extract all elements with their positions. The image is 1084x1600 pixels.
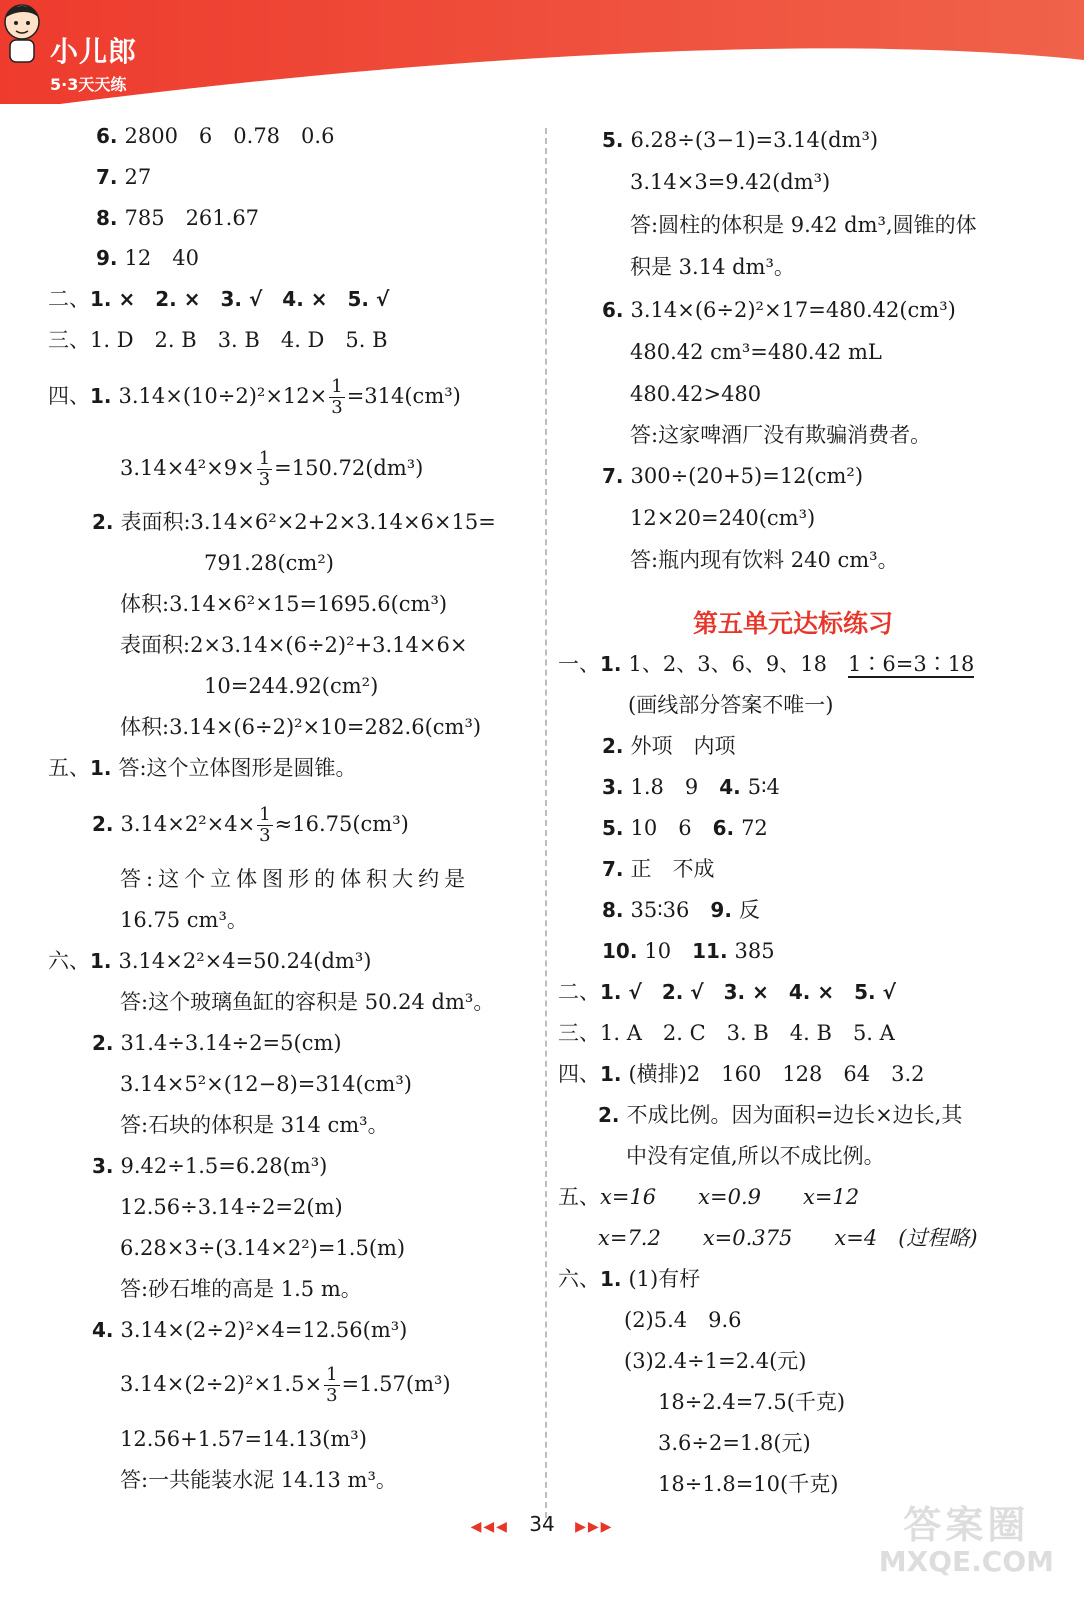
item-number: 1. xyxy=(600,1267,629,1291)
formula-text: 18÷1.8=10(千克) xyxy=(658,1472,839,1496)
answer-text: 答:一共能装水泥 14.13 m³。 xyxy=(120,1468,397,1492)
denominator: 3 xyxy=(259,825,271,846)
item-number: 8. xyxy=(602,898,631,922)
formula-text: 体积:3.14×(6÷2)²×10=282.6(cm³) xyxy=(120,715,482,739)
unit-title: 第五单元达标练习 xyxy=(692,609,893,638)
item-number: 1. xyxy=(90,949,119,973)
answer-line xyxy=(626,1140,885,1172)
answer-text: 反 xyxy=(738,898,760,922)
numerator: 1 xyxy=(331,376,343,397)
answer-line xyxy=(120,1273,362,1305)
page-number: 34 xyxy=(529,1512,555,1536)
answer-line xyxy=(120,863,470,895)
answer-text: 不成比例。因为面积=边长×边长,其 xyxy=(626,1103,963,1127)
formula-line xyxy=(48,945,371,977)
formula-line xyxy=(658,1386,845,1418)
item-number: 3. xyxy=(92,1154,121,1178)
mascot-icon xyxy=(0,0,44,66)
brand-subtitle: 5·3天天练 xyxy=(50,75,127,94)
formula-text: 3.14×(2÷2)²×1.5× xyxy=(120,1372,323,1396)
note-text: (画线部分答案不唯一) xyxy=(628,693,834,717)
brand-name: 小儿郎 xyxy=(50,35,138,68)
item-number: 5. xyxy=(602,816,631,840)
answer-line xyxy=(120,1464,397,1496)
section-label: 四、 xyxy=(48,384,90,408)
denominator: 3 xyxy=(331,397,343,418)
header-banner xyxy=(0,0,1084,110)
answer-text: 答:石块的体积是 314 cm³。 xyxy=(120,1113,389,1137)
formula-line xyxy=(630,336,882,368)
answer-line xyxy=(602,853,714,885)
answer-line xyxy=(602,894,760,926)
item-number: 6. xyxy=(602,298,631,322)
item-number: 2. xyxy=(92,510,121,534)
watermark-url: MXQE.COM xyxy=(878,1545,1054,1579)
section-label: 五、 xyxy=(558,1185,600,1209)
fraction xyxy=(257,806,272,845)
answer-text: 2800 6 0.78 0.6 xyxy=(124,124,335,148)
formula-text: 3.6÷2=1.8(元) xyxy=(658,1431,811,1455)
formula-text: 3.14×(6÷2)²×17=480.42(cm³) xyxy=(630,298,956,322)
right-arrows-icon: ▶▶▶ xyxy=(575,1519,614,1535)
formula-text: 3.14×2²×4=50.24(dm³) xyxy=(118,949,372,973)
section-label: 二、 xyxy=(558,980,600,1004)
answer-text: 1.8 9 xyxy=(630,775,720,799)
item-number: 6. xyxy=(96,124,125,148)
formula-text: 10=244.92(cm²) xyxy=(204,674,379,698)
answer-line xyxy=(630,209,977,241)
formula-text: ≈16.75(cm³) xyxy=(274,812,409,836)
item-number: 2. xyxy=(92,812,121,836)
banner-shape xyxy=(0,0,1084,110)
formula-text: =150.72(dm³) xyxy=(274,456,424,480)
formula-text: 12.56+1.57=14.13(m³) xyxy=(120,1427,367,1451)
formula-line xyxy=(92,506,496,538)
formula-line xyxy=(602,294,956,326)
answer-text: 答:这家啤酒厂没有欺骗消费者。 xyxy=(630,423,932,447)
answer-line xyxy=(602,812,768,844)
section-line xyxy=(48,283,389,315)
section-label: 二、 xyxy=(48,287,90,311)
answer-text: 答:这个立体图形的体积大约是 xyxy=(120,867,471,891)
formula-text: 12.56÷3.14÷2=2(m) xyxy=(120,1195,343,1219)
formula-text: 12×20=240(cm³) xyxy=(630,506,816,530)
formula-line xyxy=(120,588,447,620)
formula-text: =1.57(m³) xyxy=(341,1372,451,1396)
item-number: 1. xyxy=(90,756,119,780)
formula-line xyxy=(120,1068,412,1100)
formula-text: 300÷(20+5)=12(cm²) xyxy=(630,464,864,488)
answer-line xyxy=(598,1099,962,1131)
formula-line xyxy=(48,368,461,424)
formula-text: 3.14×2²×4× xyxy=(120,812,256,836)
answer-text: 积是 3.14 dm³。 xyxy=(630,255,795,279)
item-number: 1. xyxy=(90,384,119,408)
item-number: 9. xyxy=(710,898,739,922)
formula-text: 3.14×4²×9× xyxy=(120,456,255,480)
answer-line xyxy=(96,120,334,152)
answer-line xyxy=(558,648,974,680)
answer-text: 1、2、3、6、9、18 xyxy=(628,652,849,676)
formula-line xyxy=(204,547,334,579)
formula-line xyxy=(658,1468,838,1500)
formula-line xyxy=(92,1150,327,1182)
formula-text: 9.42÷1.5=6.28(m³) xyxy=(120,1154,328,1178)
formula-line xyxy=(602,124,878,156)
answer-line xyxy=(624,1304,742,1336)
formula-line xyxy=(120,1356,451,1412)
denominator: 3 xyxy=(326,1385,338,1406)
answer-text: 正 不成 xyxy=(630,857,715,881)
item-number: 9. xyxy=(96,246,125,270)
item-number: 11. xyxy=(692,939,735,963)
answer-text: 1. √ 2. √ 3. × 4. × 5. √ xyxy=(600,980,896,1004)
left-arrows-icon: ◀◀◀ xyxy=(470,1519,509,1535)
answer-line xyxy=(630,544,899,576)
item-number: 8. xyxy=(96,206,125,230)
section-label: 五、 xyxy=(48,756,90,780)
answer-text: 16.75 cm³。 xyxy=(120,908,248,932)
section-label: 三、 xyxy=(558,1021,600,1045)
brand-logo xyxy=(50,30,137,95)
formula-text: 480.42>480 xyxy=(630,382,762,406)
equation-text: x=16 x=0.9 x=12 xyxy=(600,1185,860,1209)
item-number: 1. xyxy=(600,652,629,676)
answer-text: 答:砂石堆的高是 1.5 m。 xyxy=(120,1277,362,1301)
formula-line xyxy=(602,460,863,492)
formula-line xyxy=(658,1427,811,1459)
section-label: 六、 xyxy=(48,949,90,973)
numerator: 1 xyxy=(259,804,271,825)
answer-text: (2)5.4 9.6 xyxy=(624,1308,742,1332)
formula-line xyxy=(92,796,409,852)
item-number: 7. xyxy=(96,165,125,189)
formula-text: =314(cm³) xyxy=(346,384,461,408)
formula-text: 表面积:2×3.14×(6÷2)²+3.14×6× xyxy=(120,633,468,657)
answer-text: 外项 内项 xyxy=(630,734,736,758)
answer-text: 35∶36 xyxy=(630,898,711,922)
item-number: 2. xyxy=(602,734,631,758)
formula-line xyxy=(630,378,761,410)
answer-line xyxy=(120,986,494,1018)
fraction xyxy=(324,1366,339,1405)
formula-line xyxy=(120,440,423,496)
section-line xyxy=(48,324,388,356)
formula-text: 3.14×3=9.42(dm³) xyxy=(630,170,831,194)
section-label: 一、 xyxy=(558,652,600,676)
formula-text: 3.14×(2÷2)²×4=12.56(m³) xyxy=(120,1318,408,1342)
answer-line xyxy=(48,752,357,784)
section-line xyxy=(558,976,896,1008)
formula-line xyxy=(630,502,815,534)
section-line xyxy=(558,1017,895,1049)
formula-text: 6.28÷(3−1)=3.14(dm³) xyxy=(630,128,879,152)
answer-text: 12 40 xyxy=(124,246,199,270)
numerator: 1 xyxy=(326,1364,338,1385)
section-label: 四、 xyxy=(558,1062,600,1086)
item-number: 1. xyxy=(600,1062,629,1086)
formula-text: 791.28(cm²) xyxy=(204,551,334,575)
answer-text: 72 xyxy=(741,816,768,840)
answer-text: 答:圆柱的体积是 9.42 dm³,圆锥的体 xyxy=(630,213,977,237)
section-label: 六、 xyxy=(558,1267,600,1291)
answer-text: 答:这个玻璃鱼缸的容积是 50.24 dm³。 xyxy=(120,990,495,1014)
formula-text: 480.42 cm³=480.42 mL xyxy=(630,340,882,364)
answer-text: 10 xyxy=(644,939,693,963)
formula-text: 表面积:3.14×6²×2+2×3.14×6×15= xyxy=(120,510,496,534)
item-number: 2. xyxy=(92,1031,121,1055)
formula-line xyxy=(92,1314,407,1346)
answer-text: 中没有定值,所以不成比例。 xyxy=(626,1144,885,1168)
watermark-logo xyxy=(879,1505,1054,1578)
formula-text: 31.4÷3.14÷2=5(cm) xyxy=(120,1031,342,1055)
formula-line xyxy=(120,1232,405,1264)
answer-text: (1)有杍 xyxy=(628,1267,701,1291)
column-divider xyxy=(545,128,547,1518)
answer-text: 答:瓶内现有饮料 240 cm³。 xyxy=(630,548,899,572)
denominator: 3 xyxy=(258,469,271,490)
answer-line xyxy=(96,202,259,234)
answer-line xyxy=(558,1263,700,1295)
formula-text: 体积:3.14×6²×15=1695.6(cm³) xyxy=(120,592,448,616)
item-number: 7. xyxy=(602,857,631,881)
formula-line xyxy=(624,1345,806,1377)
answer-text: 385 xyxy=(734,939,775,963)
item-number: 4. xyxy=(92,1318,121,1342)
answer-text: 10 6 xyxy=(630,816,713,840)
item-number: 5. xyxy=(602,128,631,152)
formula-text: 6.28×3÷(3.14×2²)=1.5(m) xyxy=(120,1236,406,1260)
formula-line xyxy=(120,711,481,743)
answer-text: 5∶4 xyxy=(747,775,780,799)
answer-line xyxy=(630,251,795,283)
section-label: 三、 xyxy=(48,328,90,352)
item-number: 3. xyxy=(602,775,631,799)
item-number: 7. xyxy=(602,464,631,488)
formula-line xyxy=(120,629,467,661)
formula-line xyxy=(204,670,378,702)
answer-line xyxy=(96,242,199,274)
answer-line xyxy=(120,1109,389,1141)
answer-text: (横排)2 160 128 64 3.2 xyxy=(628,1062,925,1086)
formula-text: (3)2.4÷1=2.4(元) xyxy=(624,1349,807,1373)
answer-line xyxy=(96,161,151,193)
formula-text: 3.14×5²×(12−8)=314(cm³) xyxy=(120,1072,412,1096)
watermark-text: 答案圈 xyxy=(903,1503,1030,1548)
item-number: 2. xyxy=(598,1103,627,1127)
item-number: 4. xyxy=(719,775,748,799)
answer-text: 1. D 2. B 3. B 4. D 5. B xyxy=(90,328,388,352)
answer-line xyxy=(630,419,931,451)
answer-text: 答:这个立体图形是圆锥。 xyxy=(118,756,357,780)
formula-text: 3.14×(10÷2)²×12× xyxy=(118,384,328,408)
answer-text: 1. A 2. C 3. B 4. B 5. A xyxy=(600,1021,895,1045)
answer-line xyxy=(602,935,775,967)
formula-line xyxy=(120,1191,343,1223)
item-number: 10. xyxy=(602,939,645,963)
equation-line xyxy=(558,1181,859,1213)
note-line xyxy=(628,689,833,721)
answer-line xyxy=(602,771,780,803)
equation-line xyxy=(598,1222,978,1254)
numerator: 1 xyxy=(258,448,271,469)
answer-text: 27 xyxy=(124,165,152,189)
answer-line xyxy=(558,1058,925,1090)
fraction xyxy=(257,450,272,489)
answer-text: 785 261.67 xyxy=(124,206,260,230)
underlined-answer: 1∶6=3∶18 xyxy=(848,652,975,676)
item-number: 6. xyxy=(712,816,742,840)
answer-line xyxy=(120,904,248,936)
fraction xyxy=(329,378,344,417)
formula-text: 18÷2.4=7.5(千克) xyxy=(658,1390,846,1414)
formula-line xyxy=(120,1423,367,1455)
answer-text: 1. × 2. × 3. √ 4. × 5. √ xyxy=(90,287,390,311)
equation-text: x=7.2 x=0.375 x=4 (过程略) xyxy=(598,1226,978,1250)
answer-line xyxy=(602,730,735,762)
formula-line xyxy=(92,1027,342,1059)
formula-line xyxy=(630,166,830,198)
